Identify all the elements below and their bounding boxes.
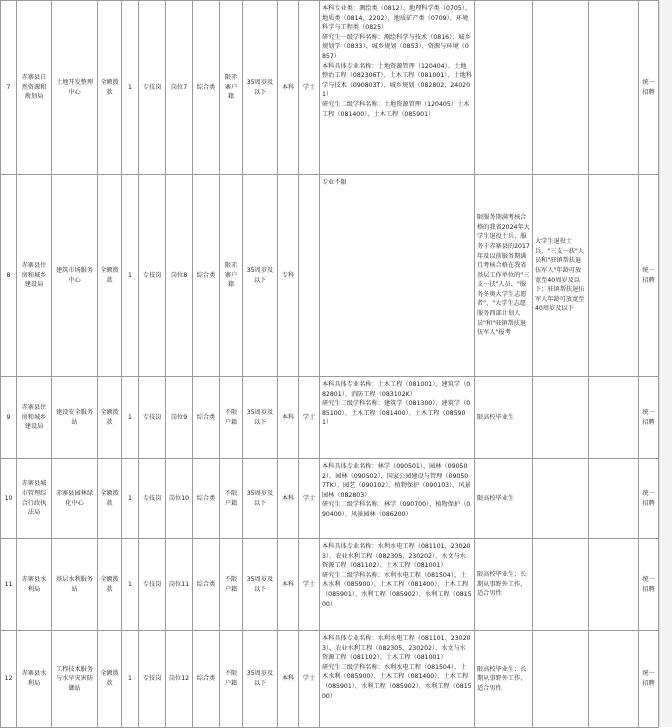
cell-post: 岗位9 — [166, 377, 193, 459]
cell-count: 1 — [122, 175, 139, 377]
cell-post: 岗位11 — [166, 539, 193, 631]
cell-count: 1 — [122, 631, 139, 728]
cell-job-type: 专技岗 — [139, 1, 166, 175]
cell-age: 35周岁及以下 — [243, 539, 278, 631]
table-row — [1, 539, 659, 631]
cell-row-number: 9 — [1, 377, 17, 459]
cell-post: 岗位12 — [166, 631, 193, 728]
cell-exam-type: 综合类 — [193, 539, 220, 631]
cell-post: 岗位10 — [166, 459, 193, 539]
cell-notes: 大学生退役士兵、"三支一扶"人员和"驻镇帮扶退伍军人"年龄可放宽至40周岁及以下；驻镇帮扶退伍军人年龄可放宽至40周岁及以下 — [533, 175, 589, 377]
cell-other-requirements: 限高校毕业生 — [475, 377, 533, 459]
cell-household: 不限户籍 — [220, 539, 243, 631]
cell-other-requirements: 限高校毕业生；长期从事野外工作，适合男性 — [475, 631, 533, 728]
cell-exam-type: 综合类 — [193, 631, 220, 728]
table-row — [1, 459, 659, 539]
cell-funding: 全额拨款 — [98, 377, 122, 459]
cell-major-requirements: 专业不限 — [320, 175, 475, 377]
cell-exam-type: 综合类 — [193, 1, 220, 175]
cell-education: 本科 — [278, 539, 299, 631]
cell-funding: 全额拨款 — [98, 459, 122, 539]
cell-recruit-method: 统一招聘 — [639, 1, 659, 175]
cell-job-type: 专技岗 — [139, 175, 166, 377]
cell-unit: 赤寨县园林绿化中心 — [52, 459, 98, 539]
cell-major-requirements: 本科具体专业名称：水利水电工程（081101、230203）、农业水利工程（082305、230202）、水文与水资源工程（081102）、土木工程（081001） 研究生二级学科名称：水利水电工程（081504）、土木水利（085900）、土木工程（081400）、土木工程（085901）、水利工程（085902）、水利工程（081500） — [320, 631, 475, 728]
table-row — [1, 175, 659, 377]
cell-age: 35周岁及以下 — [243, 631, 278, 728]
cell-other-requirements — [475, 1, 533, 175]
cell-job-type: 专技岗 — [139, 631, 166, 728]
table-row — [1, 631, 659, 728]
table-row — [1, 377, 659, 459]
cell-household: 不限户籍 — [220, 631, 243, 728]
cell-recruit-method: 统一招聘 — [639, 377, 659, 459]
cell-household: 限赤寨户籍 — [220, 1, 243, 175]
cell-education: 本科 — [278, 377, 299, 459]
cell-degree: 学士 — [299, 539, 320, 631]
cell-blank — [589, 539, 639, 631]
cell-recruit-method: 统一招聘 — [639, 631, 659, 728]
cell-unit: 工程技术服务与水旱灾害防御站 — [52, 631, 98, 728]
cell-row-number: 7 — [1, 1, 17, 175]
cell-degree: 学士 — [299, 631, 320, 728]
cell-degree: 学士 — [299, 377, 320, 459]
cell-department: 赤寨县水利局 — [17, 539, 52, 631]
cell-household: 限赤寨户籍 — [220, 175, 243, 377]
cell-degree — [299, 175, 320, 377]
cell-other-requirements: 限高校毕业生；长期从事野外工作，适合男性 — [475, 539, 533, 631]
cell-major-requirements: 本科具体专业名称：土木工程（081001）、建筑学（082801）、消防工程（083102K） 研究生二级学科名称：建筑学（081300）、建筑学（085100）、土木工程（081400）、土木工程（085901） — [320, 377, 475, 459]
cell-funding: 全额拨款 — [98, 539, 122, 631]
cell-notes — [533, 1, 589, 175]
cell-blank — [589, 459, 639, 539]
cell-count: 1 — [122, 459, 139, 539]
cell-blank — [589, 377, 639, 459]
cell-row-number: 12 — [1, 631, 17, 728]
cell-age: 35周岁及以下 — [243, 1, 278, 175]
cell-household: 不限户籍 — [220, 459, 243, 539]
cell-age: 35周岁及以下 — [243, 377, 278, 459]
cell-other-requirements: 限服务期满考核合格的我省2024年大学生退役士兵、服务于赤寨县的2017年及以前服务期满且考核合格在我省基层工作单位的"三支一扶"人员、"服务冬奥大学生志愿者"、"大学生志愿服务西部计划人员"和"驻镇帮扶退伍军人"报考 — [475, 175, 533, 377]
cell-exam-type: 综合类 — [193, 459, 220, 539]
cell-blank — [589, 1, 639, 175]
cell-education: 本科 — [278, 459, 299, 539]
cell-department: 赤寨县自然资源和规划局 — [17, 1, 52, 175]
cell-major-requirements: 本科专业类：测绘类（0812）、地理科学类（0705）、地质类（0814、2202）、地质矿产类（0709）、环境科学与工程类（0825） 研究生一级学科名称：测绘科学与技术（0816）、城乡规划学（0833）、城乡规划（0853）、资源与环境（0857） 本科具体专业名称：土地资源管理（120404）、土地整治工程（082306T）、土木工程（081001）、土地科学与技术（090803T）、城乡规划（082802、240201） 研究生二级学科名称：土地资源管理（120405）土木工程（081400）、土木工程（085901） — [320, 1, 475, 175]
cell-department: 赤寨县住房和城乡建设局 — [17, 175, 52, 377]
cell-recruit-method: 统一招聘 — [639, 175, 659, 377]
cell-blank — [589, 631, 639, 728]
cell-funding: 全额拨款 — [98, 1, 122, 175]
cell-exam-type: 综合类 — [193, 175, 220, 377]
cell-degree: 学士 — [299, 1, 320, 175]
cell-education: 本科 — [278, 1, 299, 175]
cell-notes — [533, 539, 589, 631]
cell-unit: 建设安全服务站 — [52, 377, 98, 459]
cell-post: 岗位8 — [166, 175, 193, 377]
cell-job-type: 专技岗 — [139, 459, 166, 539]
cell-count: 1 — [122, 1, 139, 175]
cell-recruit-method: 统一招聘 — [639, 539, 659, 631]
cell-count: 1 — [122, 377, 139, 459]
cell-department: 赤寨县水利局 — [17, 631, 52, 728]
cell-major-requirements: 本科具体专业名称：林学（090501）、园林（090502）、园林（090502）、国家公园建设与管理（090507TK）、园艺（090102）、植物保护（090103）、风景园林（082803） 研究生二级学科名称：林学（090700）、植物保护（090400）、风景园林（086200） — [320, 459, 475, 539]
cell-notes — [533, 459, 589, 539]
cell-household: 不限户籍 — [220, 377, 243, 459]
cell-notes — [533, 631, 589, 728]
cell-post: 岗位7 — [166, 1, 193, 175]
cell-row-number: 11 — [1, 539, 17, 631]
cell-job-type: 专技岗 — [139, 539, 166, 631]
cell-unit: 基层水利服务站 — [52, 539, 98, 631]
cell-row-number: 10 — [1, 459, 17, 539]
cell-department: 赤寨县城市管理综合行政执法局 — [17, 459, 52, 539]
cell-other-requirements: 限高校毕业生 — [475, 459, 533, 539]
cell-exam-type: 综合类 — [193, 377, 220, 459]
page-gutter — [659, 0, 672, 727]
table-row — [1, 1, 659, 175]
cell-job-type: 专技岗 — [139, 377, 166, 459]
cell-age: 35周岁及以下 — [243, 459, 278, 539]
cell-department: 赤寨县住房和城乡建设局 — [17, 377, 52, 459]
cell-unit: 建筑市场服务中心 — [52, 175, 98, 377]
cell-unit: 土地开发整理中心 — [52, 1, 98, 175]
cell-count: 1 — [122, 539, 139, 631]
cell-major-requirements: 本科具体专业名称：水利水电工程（081101、230203）、农业水利工程（082305、230202）、水文与水资源工程（081102）、土木工程（081001） 研究生二级学科名称：水利水电工程（081504）、土木水利（085900）、土木工程（081400）、土木工程（085901）、水利工程（085902）、水利工程（081500） — [320, 539, 475, 631]
cell-recruit-method: 统一招聘 — [639, 459, 659, 539]
cell-notes — [533, 377, 589, 459]
cell-blank — [589, 175, 639, 377]
cell-age: 35周岁及以下 — [243, 175, 278, 377]
cell-degree: 学士 — [299, 459, 320, 539]
cell-funding: 全额拨款 — [98, 175, 122, 377]
cell-education: 本科 — [278, 631, 299, 728]
cell-funding: 全额拨款 — [98, 631, 122, 728]
cell-row-number: 8 — [1, 175, 17, 377]
cell-education: 专科 — [278, 175, 299, 377]
